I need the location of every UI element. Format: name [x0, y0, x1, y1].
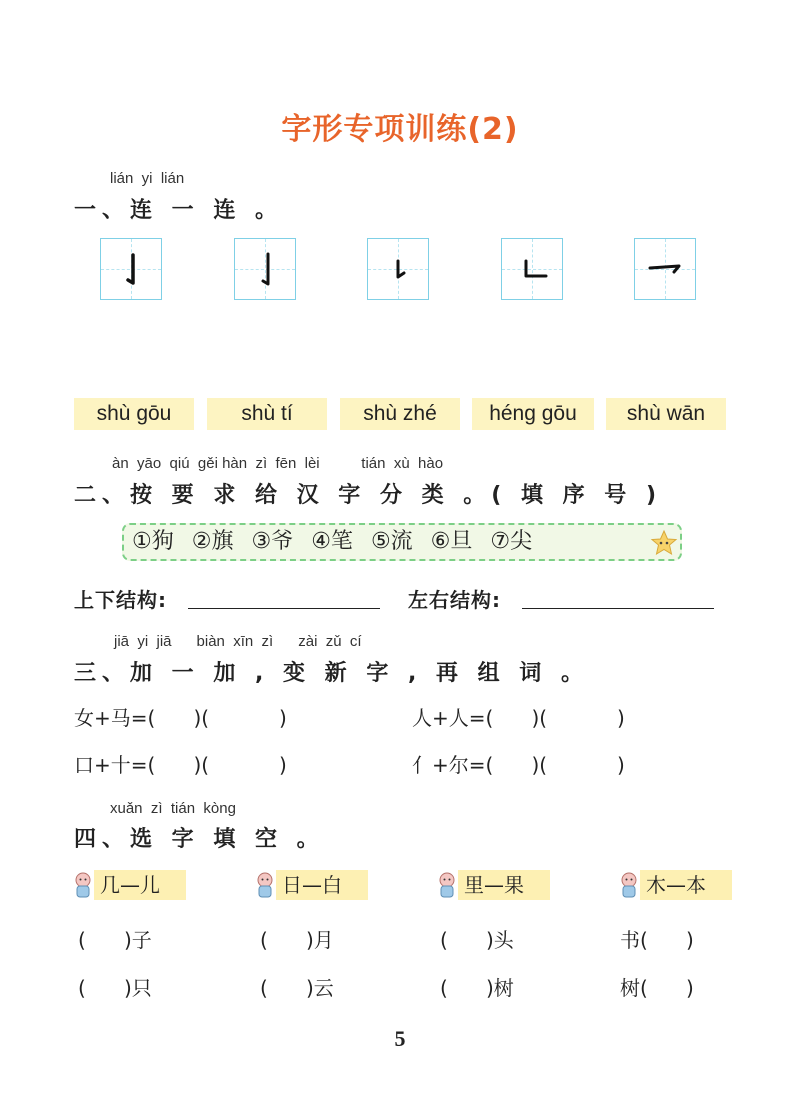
- stroke-box-5: [634, 238, 696, 300]
- char-options: [132, 523, 550, 561]
- left-right-answer-line[interactable]: [522, 584, 714, 609]
- char-pair-4: 木—本: [640, 870, 732, 900]
- combine-row-1-left: 女+马=( )( ): [74, 706, 287, 730]
- char-pair-3: 里—果: [458, 870, 550, 900]
- stroke-label-2: shù tí: [207, 398, 327, 430]
- fill-blank-2-4: 树( ): [620, 976, 694, 1000]
- fill-blank-1-3: ( )头: [440, 928, 514, 952]
- stroke-box-4: [501, 238, 563, 300]
- page-number: 5: [394, 1026, 406, 1051]
- upper-lower-label: 上下结构:: [74, 588, 167, 612]
- section4-pinyin: xuǎn zì tián kòng: [110, 800, 236, 817]
- page-title: 字形专项训练(2): [281, 112, 519, 147]
- shu-zhe-stroke-icon: [502, 239, 564, 301]
- char-pair-2: 日—白: [276, 870, 368, 900]
- star-icon: [650, 529, 678, 557]
- cartoon-character-icon: [254, 871, 276, 899]
- char-pair-1: 几—儿: [94, 870, 186, 900]
- section3-heading: 三、加 一 加 , 变 新 字 , 再 组 词 。: [74, 661, 589, 686]
- cartoon-character-icon: [72, 871, 94, 899]
- cartoon-character-icon: [618, 871, 640, 899]
- stroke-box-2: [234, 238, 296, 300]
- upper-lower-answer-line[interactable]: [188, 584, 380, 609]
- fill-blank-2-3: ( )树: [440, 976, 514, 1000]
- section1-pinyin: lián yi lián: [110, 170, 185, 187]
- heng-gou-stroke-icon: [635, 239, 697, 301]
- stroke-label-5: shù wān: [606, 398, 726, 430]
- stroke-label-4: héng gōu: [472, 398, 594, 430]
- combine-row-1-right: 人+人=( )( ): [412, 706, 625, 730]
- combine-row-2-right: 亻+尔=( )( ): [412, 753, 625, 777]
- combine-row-2-left: 口+十=( )( ): [74, 753, 287, 777]
- section4-heading: 四、选 字 填 空 。: [74, 827, 325, 852]
- char-option-4: ④笔: [311, 529, 353, 554]
- fill-blank-2-2: ( )云: [260, 976, 334, 1000]
- fill-blank-1-1: ( )子: [78, 928, 152, 952]
- stroke-label-3: shù zhé: [340, 398, 460, 430]
- stroke-label-1: shù gōu: [74, 398, 194, 430]
- char-option-3: ③爷: [251, 529, 294, 554]
- left-right-label: 左右结构:: [408, 588, 501, 612]
- section2-pinyin: àn yāo qiú gěi hàn zì fēn lèi tián xù hào: [112, 455, 444, 472]
- char-option-1: ①狗: [132, 529, 174, 554]
- stroke-box-1: [100, 238, 162, 300]
- char-option-5: ⑤流: [370, 529, 413, 554]
- char-option-7: ⑦尖: [490, 529, 533, 554]
- section3-pinyin: jiā yi jiā biàn xīn zì zài zǔ cí: [114, 633, 362, 650]
- fill-blank-1-4: 书( ): [620, 928, 694, 952]
- shu-gou-stroke-icon: [101, 239, 163, 301]
- fill-blank-1-2: ( )月: [260, 928, 334, 952]
- shu-gou-stroke-icon: [235, 239, 297, 301]
- char-option-6: ⑥旦: [430, 529, 473, 554]
- char-option-2: ②旗: [191, 529, 234, 554]
- fill-blank-2-1: ( )只: [78, 976, 152, 1000]
- section2-heading: 二、按 要 求 给 汉 字 分 类 。( 填 序 号 ): [74, 483, 663, 508]
- stroke-box-3: [367, 238, 429, 300]
- cartoon-character-icon: [436, 871, 458, 899]
- shu-ti-stroke-icon: [368, 239, 430, 301]
- section1-heading: 一、连 一 连 。: [74, 198, 283, 223]
